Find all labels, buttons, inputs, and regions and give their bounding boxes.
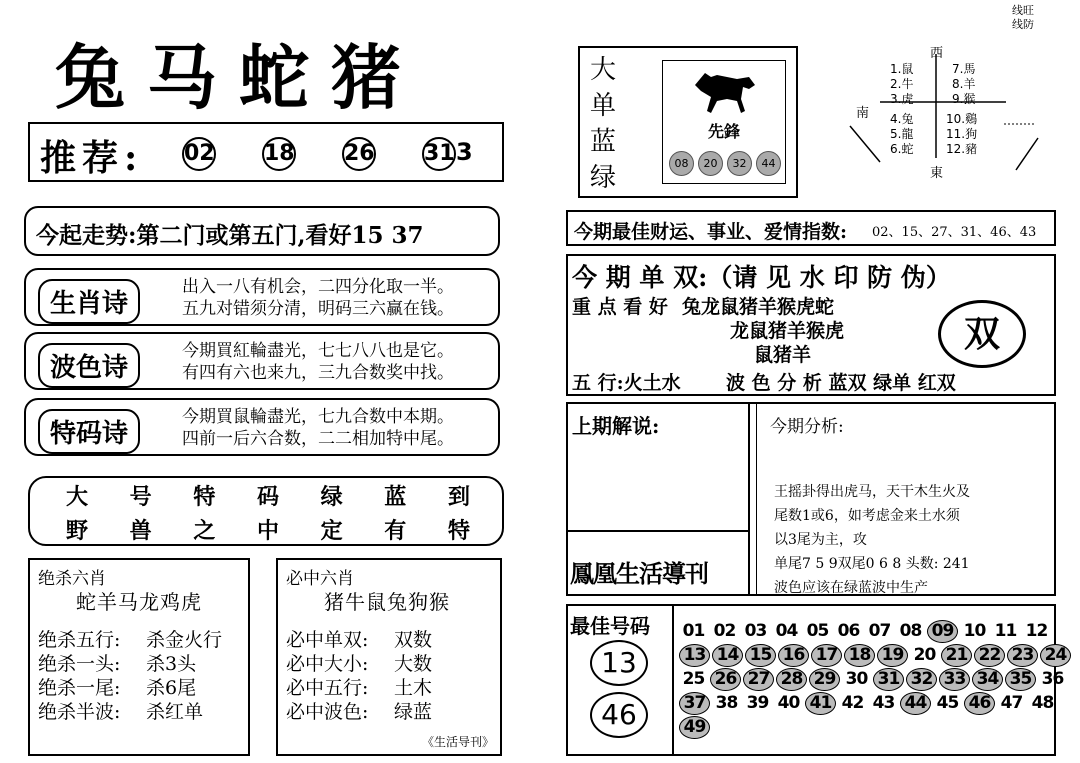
must-key: 必中大小: bbox=[286, 653, 369, 675]
note-line: 线旺 bbox=[1012, 4, 1034, 17]
must-key: 必中单双: bbox=[286, 629, 369, 651]
riddle-char: 蓝 bbox=[384, 484, 407, 510]
kill-key: 绝杀半波: bbox=[38, 701, 121, 723]
compass-west: 西 bbox=[930, 46, 944, 61]
number-ball: 26 bbox=[710, 668, 741, 691]
number-ball: 34 bbox=[972, 668, 1003, 691]
pioneer-ball: 32 bbox=[727, 151, 752, 176]
compass-lines bbox=[840, 40, 1040, 180]
fortune-label: 今期最佳财运、事业、爱情指数: bbox=[574, 221, 848, 243]
wave-line: 波 色 分 析 蓝双 绿单 红双 bbox=[726, 372, 956, 394]
recommend-number: 02 bbox=[182, 137, 216, 171]
number-ball: 22 bbox=[974, 644, 1005, 667]
number-ball: 13 bbox=[679, 644, 710, 667]
recommend-numbers bbox=[182, 137, 473, 171]
kill-value: 杀金火行 bbox=[146, 629, 223, 651]
pioneer-label: 先鋒 bbox=[707, 122, 740, 141]
recommend-box bbox=[28, 122, 504, 182]
note-line: 线防 bbox=[1012, 18, 1034, 31]
number-ball: 06 bbox=[837, 621, 860, 641]
wuxing-line: 五 行:火土水 bbox=[572, 372, 681, 394]
number-ball: 23 bbox=[1007, 644, 1038, 667]
number-ball: 46 bbox=[964, 692, 995, 715]
number-ball: 19 bbox=[877, 644, 908, 667]
horse-icon bbox=[687, 65, 759, 119]
analysis-line: 王摇卦得出虎马，天干木生火及 bbox=[774, 484, 970, 500]
analysis-line: 波色应该在绿蓝波中生产 bbox=[774, 580, 928, 596]
fortune-box bbox=[566, 210, 1056, 246]
number-ball: 10 bbox=[963, 621, 986, 641]
odd-even-title: 今 期 单 双:（请 见 水 印 防 伪） bbox=[572, 263, 951, 292]
recommend-number: 26 bbox=[342, 137, 376, 171]
zodiac-item: 10.鷄 bbox=[946, 112, 978, 126]
zodiac-item: 2.牛 bbox=[890, 77, 914, 91]
poem-line: 有四有六也来九，三九合数奖中找。 bbox=[182, 363, 454, 383]
this-label: 今期分析: bbox=[770, 417, 844, 437]
pioneer-inner bbox=[662, 60, 786, 184]
divider-v bbox=[672, 606, 674, 754]
number-ball: 05 bbox=[806, 621, 829, 641]
trend-text: 今起走势:第二门或第五门,看好15 37 bbox=[36, 222, 424, 249]
divider-v bbox=[748, 404, 750, 594]
poem-line: 今期買鼠輪盡光，七九合数中本期。 bbox=[182, 407, 454, 427]
must-footer: 《生活导刊》 bbox=[421, 735, 494, 749]
focus-line: 兔龙鼠猪羊猴虎蛇 bbox=[682, 296, 835, 318]
number-ball: 18 bbox=[844, 644, 875, 667]
page-title: 兔马蛇猪 bbox=[55, 36, 423, 119]
number-ball: 41 bbox=[805, 692, 836, 715]
riddle-char: 之 bbox=[193, 518, 216, 544]
recommend-tail: 3 bbox=[456, 138, 473, 166]
riddle-char: 大 bbox=[66, 484, 89, 510]
riddle-char: 码 bbox=[256, 484, 279, 510]
analysis-line: 单尾7 5 9双尾0 6 8 头数: 241 bbox=[774, 556, 970, 572]
must-row bbox=[286, 676, 432, 700]
must-key: 必中五行: bbox=[286, 677, 369, 699]
riddle-char: 有 bbox=[384, 518, 407, 544]
poem-box-wave bbox=[24, 332, 500, 390]
top-note bbox=[1012, 4, 1034, 32]
must-title: 必中六肖 bbox=[286, 569, 354, 589]
compass-left-bottom bbox=[890, 112, 913, 157]
number-ball: 25 bbox=[682, 669, 705, 689]
recommend-number: 31 bbox=[422, 137, 456, 171]
poem-tag: 生肖诗 bbox=[38, 279, 140, 324]
pioneer-side bbox=[590, 52, 616, 196]
must-box bbox=[276, 558, 502, 756]
kill-key: 绝杀一尾: bbox=[38, 677, 121, 699]
must-row bbox=[286, 628, 432, 652]
compass-right-bottom bbox=[946, 112, 977, 157]
kill-value: 杀红单 bbox=[146, 701, 204, 723]
number-ball: 20 bbox=[913, 645, 936, 665]
number-ball: 17 bbox=[811, 644, 842, 667]
recommend-number: 18 bbox=[262, 137, 296, 171]
number-ball: 15 bbox=[745, 644, 776, 667]
number-ball: 35 bbox=[1005, 668, 1036, 691]
number-ball: 40 bbox=[777, 693, 800, 713]
riddle-char: 定 bbox=[320, 518, 343, 544]
side-char: 单 bbox=[590, 91, 617, 121]
poem-line: 出入一八有机会，二四分化取一半。 bbox=[182, 277, 454, 297]
number-ball: 39 bbox=[746, 693, 769, 713]
last-label: 上期解说: bbox=[572, 414, 660, 438]
number-ball: 11 bbox=[994, 621, 1017, 641]
best-pick: 13 bbox=[590, 640, 648, 686]
kill-rows bbox=[38, 628, 222, 724]
riddle-char: 号 bbox=[129, 484, 152, 510]
poem-text bbox=[182, 340, 454, 384]
number-row bbox=[678, 716, 1054, 740]
zodiac-item: 8.羊 bbox=[952, 77, 976, 91]
fortune-numbers: 02、15、27、31、46、43 bbox=[872, 225, 1037, 240]
number-ball: 29 bbox=[809, 668, 840, 691]
kill-value: 杀6尾 bbox=[146, 677, 197, 699]
number-ball: 02 bbox=[713, 621, 736, 641]
pioneer-numbers bbox=[667, 151, 783, 176]
riddle-char: 中 bbox=[256, 518, 279, 544]
number-ball: 36 bbox=[1041, 669, 1064, 689]
must-value: 大数 bbox=[394, 653, 433, 675]
must-key: 必中波色: bbox=[286, 701, 369, 723]
analysis-box bbox=[566, 402, 1056, 596]
number-ball: 16 bbox=[778, 644, 809, 667]
number-ball: 49 bbox=[679, 716, 710, 739]
poem-box-special bbox=[24, 398, 500, 456]
zodiac-item: 1.鼠 bbox=[890, 62, 914, 76]
number-ball: 42 bbox=[841, 693, 864, 713]
divider-h bbox=[568, 530, 748, 532]
recommend-label: 推荐: bbox=[40, 137, 144, 179]
must-value: 绿蓝 bbox=[394, 701, 433, 723]
zodiac-item: 12.豬 bbox=[946, 142, 978, 156]
number-ball: 04 bbox=[775, 621, 798, 641]
zodiac-item: 7.馬 bbox=[952, 62, 976, 76]
number-ball: 30 bbox=[845, 669, 868, 689]
zodiac-item: 5.龍 bbox=[890, 127, 914, 141]
pioneer-ball: 44 bbox=[756, 151, 781, 176]
riddle-char: 野 bbox=[66, 518, 89, 544]
number-ball: 48 bbox=[1031, 693, 1054, 713]
riddle-char: 到 bbox=[447, 484, 470, 510]
number-row bbox=[678, 644, 1067, 668]
number-ball: 08 bbox=[899, 621, 922, 641]
best-box bbox=[566, 604, 1067, 756]
focus-line: 龙鼠猪羊猴虎 bbox=[730, 320, 845, 342]
compass-left-top bbox=[890, 62, 913, 107]
best-pick: 46 bbox=[590, 692, 648, 738]
number-ball: 28 bbox=[776, 668, 807, 691]
riddle-char: 兽 bbox=[129, 518, 152, 544]
kill-row bbox=[38, 652, 222, 676]
kill-row bbox=[38, 676, 222, 700]
number-ball: 33 bbox=[939, 668, 970, 691]
must-animals: 猪牛鼠兔狗猴 bbox=[324, 590, 450, 614]
kill-value: 杀3头 bbox=[146, 653, 197, 675]
trend-box bbox=[24, 206, 500, 256]
kill-box bbox=[28, 558, 250, 756]
number-ball: 45 bbox=[936, 693, 959, 713]
number-ball: 47 bbox=[1000, 693, 1023, 713]
must-row bbox=[286, 652, 432, 676]
analysis-line: 以3尾为主，攻 bbox=[774, 532, 867, 548]
riddle-row bbox=[66, 480, 470, 511]
zodiac-item: 9.猴 bbox=[952, 92, 976, 106]
compass-south: 南 bbox=[856, 106, 870, 121]
odd-even-badge: 双 bbox=[938, 300, 1026, 368]
number-ball: 09 bbox=[927, 620, 958, 643]
pioneer-box bbox=[578, 46, 798, 198]
number-ball: 24 bbox=[1040, 644, 1071, 667]
poem-text bbox=[182, 276, 454, 320]
odd-even-box bbox=[566, 254, 1056, 396]
zodiac-item: 4.兔 bbox=[890, 112, 914, 126]
must-value: 双数 bbox=[394, 629, 433, 651]
analysis-line: 尾数1或6，如考虑金来土水须 bbox=[774, 508, 960, 524]
kill-row bbox=[38, 628, 222, 652]
number-ball: 03 bbox=[744, 621, 767, 641]
kill-title: 绝杀六肖 bbox=[38, 569, 106, 589]
zodiac-item: 3.虎 bbox=[890, 92, 914, 106]
riddle-char: 特 bbox=[447, 518, 470, 544]
kill-key: 绝杀一头: bbox=[38, 653, 121, 675]
compass-right-top bbox=[952, 62, 975, 107]
number-ball: 12 bbox=[1025, 621, 1048, 641]
must-value: 土木 bbox=[394, 677, 433, 699]
focus-line: 鼠猪羊 bbox=[754, 344, 812, 366]
poem-text bbox=[182, 406, 454, 450]
riddle-row bbox=[66, 514, 470, 545]
zodiac-item: 6.蛇 bbox=[890, 142, 914, 156]
compass-east: 東 bbox=[930, 166, 944, 181]
number-ball: 14 bbox=[712, 644, 743, 667]
brand-label: 鳳凰生活導刊 bbox=[570, 559, 708, 588]
zodiac-item: 11.狗 bbox=[946, 127, 978, 141]
must-row bbox=[286, 700, 432, 724]
poem-line: 五九对错须分清，明码三六赢在钱。 bbox=[182, 299, 454, 319]
poem-line: 今期買紅輪盡光，七七八八也是它。 bbox=[182, 341, 454, 361]
divider-v bbox=[756, 404, 757, 594]
kill-animals: 蛇羊马龙鸡虎 bbox=[76, 590, 202, 614]
riddle-box bbox=[28, 476, 504, 546]
best-label: 最佳号码 bbox=[570, 614, 650, 638]
poem-tag: 波色诗 bbox=[38, 343, 140, 388]
number-ball: 37 bbox=[679, 692, 710, 715]
poem-tag: 特码诗 bbox=[38, 409, 140, 454]
number-row bbox=[678, 668, 1064, 692]
number-ball: 44 bbox=[900, 692, 931, 715]
number-ball: 07 bbox=[868, 621, 891, 641]
pioneer-ball: 20 bbox=[698, 151, 723, 176]
poem-line: 四前一后六合数，二二相加特中尾。 bbox=[182, 429, 454, 449]
side-char: 蓝 bbox=[590, 127, 617, 157]
analysis-text bbox=[774, 480, 970, 600]
number-row bbox=[678, 620, 1054, 644]
side-char: 大 bbox=[590, 55, 617, 85]
pioneer-ball: 08 bbox=[669, 151, 694, 176]
riddle-char: 绿 bbox=[320, 484, 343, 510]
riddle-char: 特 bbox=[193, 484, 216, 510]
number-grid bbox=[678, 620, 1067, 752]
number-row bbox=[678, 692, 1054, 716]
number-ball: 38 bbox=[715, 693, 738, 713]
kill-key: 绝杀五行: bbox=[38, 629, 121, 651]
must-rows bbox=[286, 628, 432, 724]
side-char: 绿 bbox=[590, 163, 617, 193]
number-ball: 43 bbox=[872, 693, 895, 713]
number-ball: 31 bbox=[873, 668, 904, 691]
focus-label: 重 点 看 好 bbox=[572, 296, 668, 318]
poem-box-zodiac bbox=[24, 268, 500, 326]
number-ball: 32 bbox=[906, 668, 937, 691]
number-ball: 27 bbox=[743, 668, 774, 691]
number-ball: 01 bbox=[682, 621, 705, 641]
number-ball: 21 bbox=[941, 644, 972, 667]
kill-row bbox=[38, 700, 222, 724]
